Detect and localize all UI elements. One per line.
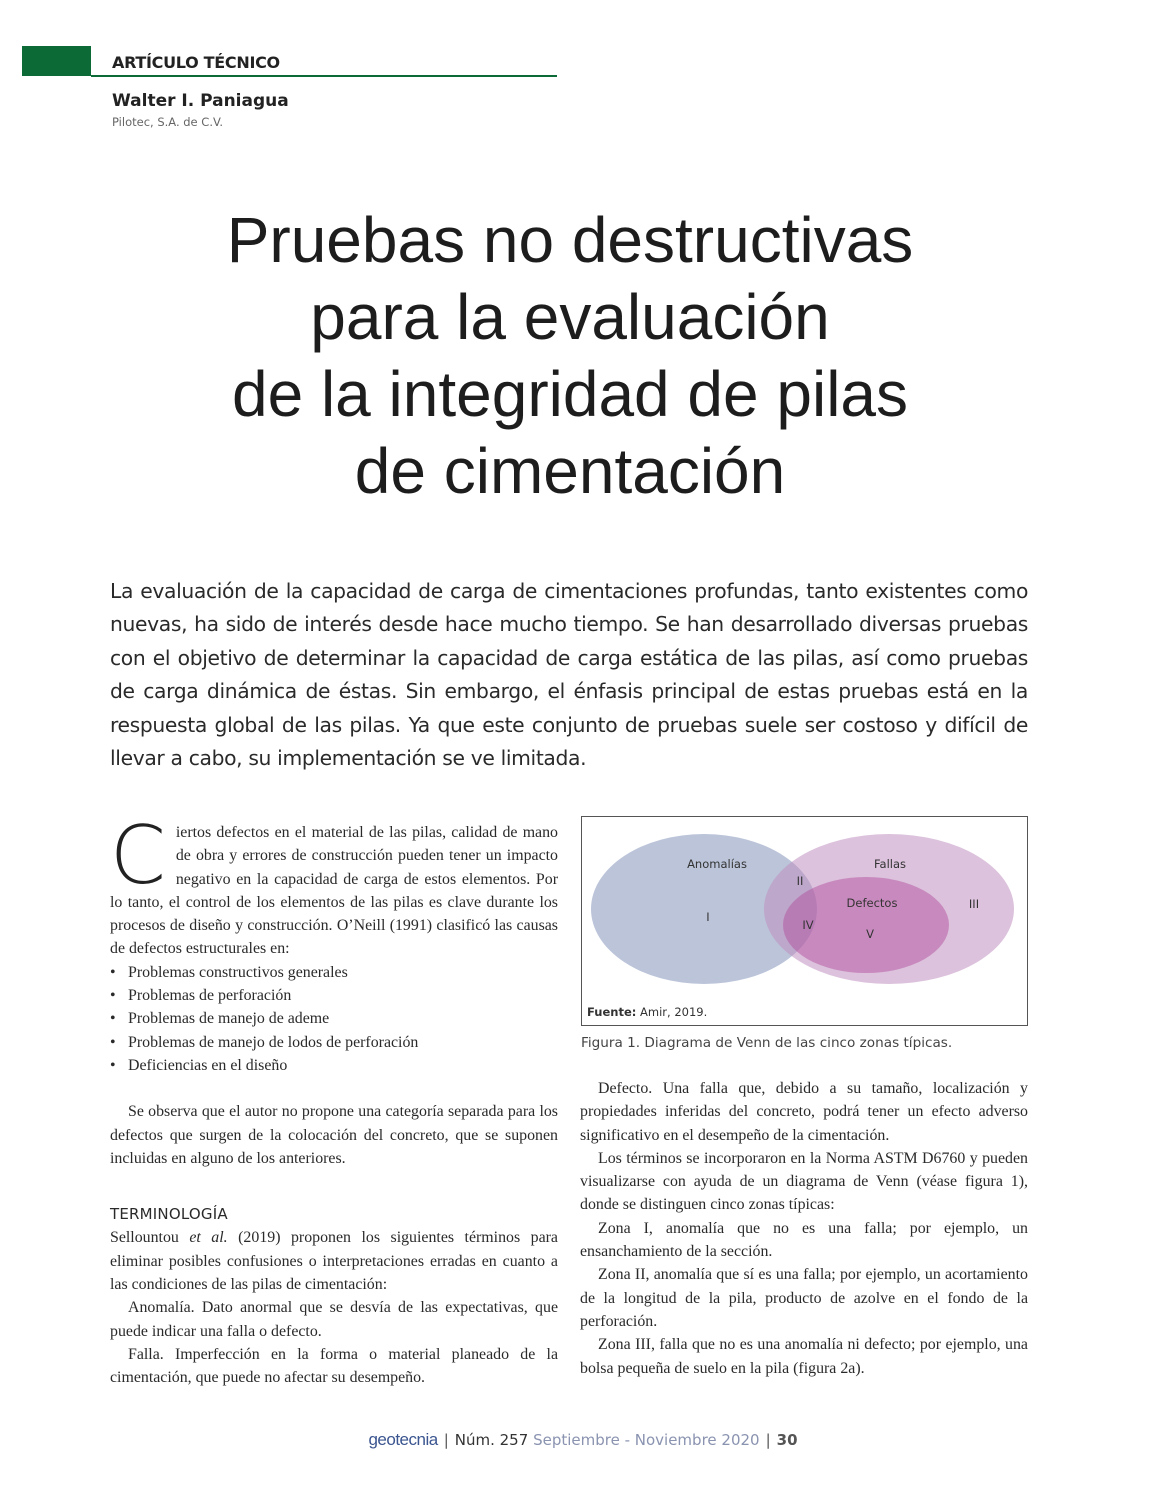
intro-paragraph: La evaluación de la capacidad de carga de cimentaciones profundas, tanto existentes como nuevas, ha sido de interés desde hace mucho tiempo. Se han desarrollado diversas pruebas con el objetivo de determinar la capacidad de carga estática de las pilas, así como pruebas de carga dinámica de éstas. Sin embargo, el énfasis principal de estas pruebas está en la respuesta global de las pilas. Ya que este conjunto de pruebas suele ser costoso y difícil de llevar a cabo, su implementación se ve limitada. [110,579,1028,771]
section-divider [91,75,557,77]
venn-diagram [582,817,1027,1025]
source-text: Amir, 2019. [640,1005,708,1019]
zone-description: Zona III, falla que no es una anomalía ni defecto; por ejemplo, una bolsa pequeña de suelo en la pila (figura 2a). [580,1336,1028,1377]
figure-source [587,1005,707,1019]
title-line: Pruebas no destructivas [226,204,914,276]
section-label: ARTÍCULO TÉCNICO [112,53,280,72]
source-label: Fuente: [587,1005,637,1019]
zone-description: Zona I, anomalía que no es una falla; por ejemplo, un ensanchamiento de la sección. [580,1219,1028,1261]
zone-5: V [866,927,874,941]
label-defectos: Defectos [846,896,898,910]
page-number: 30 [776,1431,798,1449]
article-title [0,202,1140,510]
page-footer: geotecnia | Núm. 257 Septiembre - Noviembre 2020 | 30 [368,1430,798,1449]
author-name: Walter I. Paniagua [112,91,289,111]
issue-number: Núm. 257 [454,1431,529,1449]
magazine-brand: geotecnia [368,1430,438,1449]
cited-author: Sellountou [110,1229,179,1247]
list-item: • Problemas de manejo de ademe [110,1007,558,1030]
title-line: para la evaluación [310,281,830,353]
author-affiliation: Pilotec, S.A. de C.V. [112,115,224,129]
issue-dates: Septiembre - Noviembre 2020 [533,1431,760,1449]
title-line: de la integridad de pilas [231,358,909,430]
left-column [110,809,558,1390]
zone-1: I [706,910,710,924]
paragraph-text: (2019) proponen los siguientes términos para eliminar posibles confusiones o interpretaciones erradas en cuanto a las condiciones de las pilas de cimentación: [110,1229,558,1294]
label-anomalias: Anomalías [687,857,747,871]
et-al: et al. [189,1229,228,1247]
list-item: • Problemas de perforación [110,984,558,1007]
figure-caption: Figura 1. Diagrama de Venn de las cinco zonas típicas. [581,1035,953,1051]
section-color-block [22,46,91,76]
list-item: • Problemas de manejo de lodos de perforación [110,1031,558,1054]
section-heading: TERMINOLOGÍA [110,1205,228,1224]
paragraph-text: iertos defectos en el material de las pilas, calidad de mano de obra y errores de construcción pueden tener un impacto negativo en la capacidad de carga de estos elementos. Por lo tanto, el control de los elementos de las pilas es clave durante los procesos de diseño y construcción. O’Neill (1991) clasificó las causas de defectos estructurales en: [110,824,558,958]
title-line: de cimentación [354,435,786,507]
drop-cap: C [110,809,166,902]
list-item: • Problemas constructivos generales [110,961,558,984]
definition-falla: Falla. Imperfección en la forma o material planeado de la cimentación, que puede no afectar su desempeño. [110,1345,558,1387]
definition-defecto: Defecto. Una falla que, debido a su tamaño, localización y propiedades inferidas del concreto, podrá tener un efecto adverso significativo en el desempeño de la cimentación. [580,1080,1028,1144]
definition-anomalia: Anomalía. Dato anormal que se desvía de las expectativas, que puede indicar una falla o defecto. [110,1299,558,1340]
defect-causes-list [110,961,558,1077]
list-item: • Deficiencias en el diseño [110,1054,558,1077]
right-column [580,1077,1028,1380]
zone-3: III [968,897,980,911]
paragraph: Se observa que el autor no propone una categoría separada para los defectos que surgen de la colocación del concreto, que se suponen incluidas en alguno de los anteriores. [110,1103,558,1167]
zone-description: Zona II, anomalía que sí es una falla; por ejemplo, un acortamiento de la longitud de la pila, producto de azolve en el fondo de la perforación. [580,1266,1028,1330]
paragraph [110,1226,558,1296]
venn-figure [581,816,1028,1026]
zone-2: II [796,874,804,888]
label-fallas: Fallas [873,857,907,871]
opening-paragraph [110,809,558,961]
zone-4: IV [802,918,814,932]
paragraph: Los términos se incorporaron en la Norma ASTM D6760 y pueden visualizarse con ayuda de un diagrama de Venn (véase figura 1), donde se distinguen cinco zonas típicas: [580,1149,1028,1214]
